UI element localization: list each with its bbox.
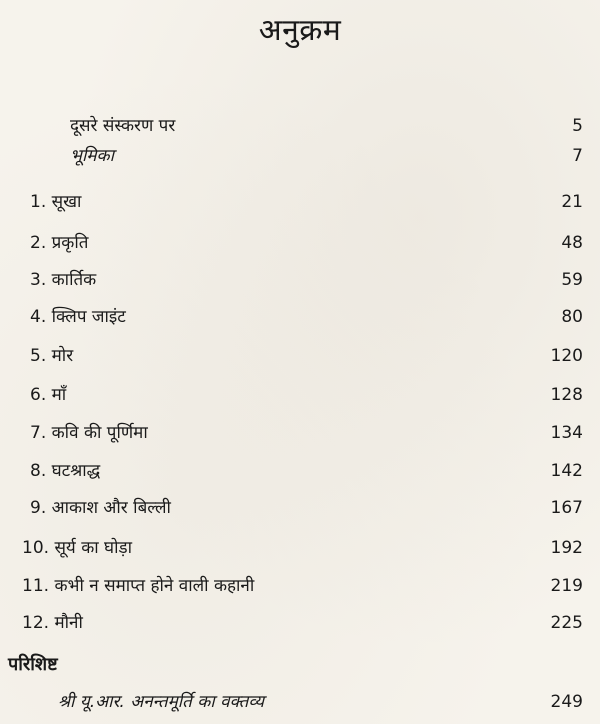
- toc-entry-label: 8. घटश्राद्ध: [30, 461, 101, 481]
- toc-entry-label: 12. मौनी: [22, 613, 83, 633]
- toc-entry-label: 9. आकाश और बिल्ली: [30, 498, 171, 518]
- toc-entry-label: श्री यू.आर. अनन्तमूर्ति का वक्तव्य: [58, 692, 265, 712]
- toc-entry-page: 5: [572, 116, 583, 136]
- toc-entry-label: 2. प्रकृति: [30, 233, 89, 253]
- toc-entry-page: 128: [550, 385, 583, 405]
- toc-entry-introduction: [0, 142, 600, 170]
- toc-entry-chapter-7: [0, 419, 600, 447]
- toc-entry-label: 4. क्लिप जाइंट: [30, 307, 126, 327]
- toc-entry-page: 120: [550, 346, 583, 366]
- appendix-heading: परिशिष्ट: [8, 654, 58, 675]
- toc-entry-page: 167: [550, 498, 583, 518]
- toc-entry-page: 80: [561, 307, 583, 327]
- toc-entry-chapter-4: [0, 303, 600, 331]
- toc-entry-page: 249: [550, 692, 583, 712]
- toc-entry-chapter-11: [0, 572, 600, 600]
- toc-entry-page: 7: [572, 146, 583, 166]
- toc-entry-label: 5. मोर: [30, 346, 74, 366]
- toc-entry-preface-second-edition: [0, 112, 600, 140]
- toc-entry-chapter-9: [0, 494, 600, 522]
- toc-entry-chapter-1: [0, 188, 600, 216]
- toc-entry-chapter-12: [0, 609, 600, 637]
- toc-entry-label: 1. सूखा: [30, 192, 82, 212]
- toc-entry-page: 192: [550, 538, 583, 558]
- toc-entry-chapter-2: [0, 229, 600, 257]
- toc-entry-label: 10. सूर्य का घोड़ा: [22, 538, 133, 558]
- toc-entry-page: 142: [550, 461, 583, 481]
- toc-entry-chapter-5: [0, 342, 600, 370]
- toc-entry-chapter-8: [0, 457, 600, 485]
- toc-entry-chapter-6: [0, 381, 600, 409]
- toc-entry-page: 219: [550, 576, 583, 596]
- toc-entry-label: 3. कार्तिक: [30, 270, 97, 290]
- toc-entry-label: दूसरे संस्करण पर: [70, 116, 176, 136]
- toc-entry-page: 21: [561, 192, 583, 212]
- toc-entry-label: 11. कभी न समाप्त होने वाली कहानी: [22, 576, 255, 596]
- toc-entry-page: 134: [550, 423, 583, 443]
- toc-entry-label: 7. कवि की पूर्णिमा: [30, 423, 148, 443]
- toc-entry-label: 6. माँ: [30, 385, 67, 405]
- toc-entry-chapter-10: [0, 534, 600, 562]
- toc-entry-chapter-3: [0, 266, 600, 294]
- toc-entry-page: 59: [561, 270, 583, 290]
- page-title: अनुक्रम: [258, 13, 342, 48]
- toc-entry-page: 225: [550, 613, 583, 633]
- toc-entry-page: 48: [561, 233, 583, 253]
- toc-entry-appendix-statement: [0, 688, 600, 716]
- toc-entry-label: भूमिका: [70, 146, 114, 166]
